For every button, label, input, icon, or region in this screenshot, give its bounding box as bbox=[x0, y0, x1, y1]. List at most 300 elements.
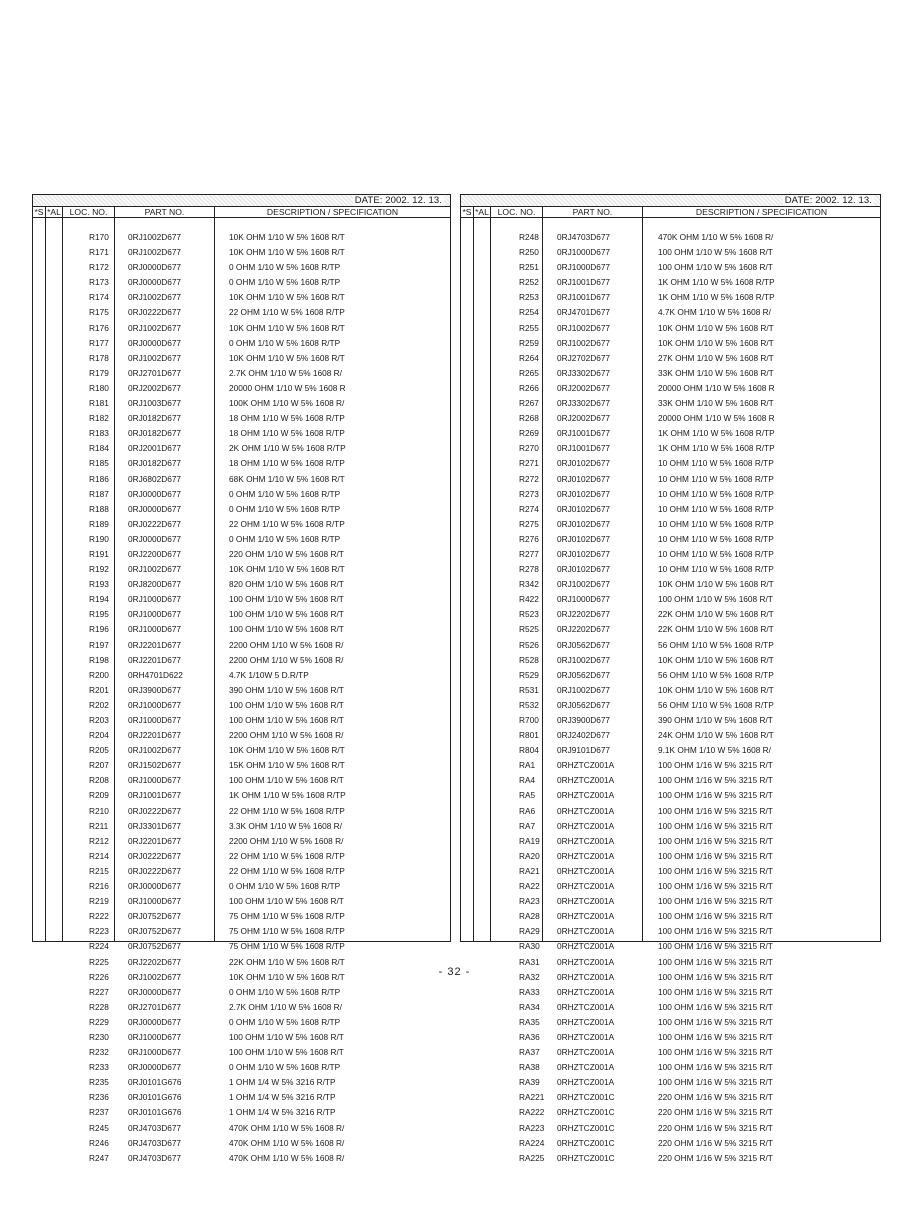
loc-no-cell: R250 bbox=[519, 247, 539, 258]
part-no-cell: 0RJ0562D677 bbox=[557, 669, 611, 680]
description-cell: 100 OHM 1/16 W 5% 3215 R/T bbox=[658, 941, 773, 952]
loc-no-cell: RA5 bbox=[519, 790, 536, 801]
loc-no-cell: R222 bbox=[89, 911, 109, 922]
description-cell: 2200 OHM 1/10 W 5% 1608 R/ bbox=[229, 654, 344, 665]
table-row bbox=[33, 849, 450, 864]
loc-no-cell: R219 bbox=[89, 896, 109, 907]
description-cell: 390 OHM 1/10 W 5% 1608 R/T bbox=[229, 684, 344, 695]
loc-no-cell: R804 bbox=[519, 745, 539, 756]
table-row bbox=[33, 1015, 450, 1030]
table-row bbox=[33, 743, 450, 758]
table-row bbox=[33, 985, 450, 1000]
part-no-cell: 0RJ2200D677 bbox=[128, 548, 182, 559]
table-row bbox=[461, 849, 880, 864]
loc-no-cell: R216 bbox=[89, 881, 109, 892]
part-no-cell: 0RHZTCZ001A bbox=[557, 926, 615, 937]
part-no-cell: 0RJ1002D677 bbox=[128, 564, 182, 575]
part-no-cell: 0RJ0222D677 bbox=[128, 850, 182, 861]
description-cell: 0 OHM 1/10 W 5% 1608 R/TP bbox=[229, 533, 341, 544]
part-no-cell: 0RJ2202D677 bbox=[128, 956, 182, 967]
description-cell: 1K OHM 1/10 W 5% 1608 R/TP bbox=[658, 292, 775, 303]
loc-no-cell: R248 bbox=[519, 232, 539, 242]
description-cell: 0 OHM 1/10 W 5% 1608 R/TP bbox=[229, 1016, 341, 1027]
part-no-cell: 0RJ0182D677 bbox=[128, 458, 182, 469]
part-no-cell: 0RJ6802D677 bbox=[128, 473, 182, 484]
table-row bbox=[33, 1045, 450, 1060]
part-no-cell: 0RH4701D622 bbox=[128, 669, 183, 680]
table-row bbox=[33, 909, 450, 924]
table-row bbox=[33, 1030, 450, 1045]
description-cell: 100 OHM 1/10 W 5% 1608 R/T bbox=[658, 262, 773, 273]
table-row bbox=[33, 1075, 450, 1090]
description-cell: 100 OHM 1/10 W 5% 1608 R/T bbox=[229, 594, 344, 605]
part-no-cell: 0RJ1002D677 bbox=[557, 322, 611, 333]
part-no-cell: 0RHZTCZ001A bbox=[557, 986, 615, 997]
table-row bbox=[33, 487, 450, 502]
table-row bbox=[461, 909, 880, 924]
table-row bbox=[33, 728, 450, 743]
part-no-cell: 0RJ0752D677 bbox=[128, 926, 182, 937]
loc-no-cell: RA23 bbox=[519, 896, 540, 907]
header-rule bbox=[33, 217, 450, 218]
loc-no-cell: R195 bbox=[89, 609, 109, 620]
description-cell: 10K OHM 1/10 W 5% 1608 R/T bbox=[658, 322, 774, 333]
table-body bbox=[461, 230, 880, 1166]
table-row bbox=[461, 1060, 880, 1075]
part-no-cell: 0RJ4701D677 bbox=[557, 307, 611, 318]
description-cell: 0 OHM 1/10 W 5% 1608 R/TP bbox=[229, 277, 341, 288]
part-no-cell: 0RJ2001D677 bbox=[128, 443, 182, 454]
loc-no-cell: R235 bbox=[89, 1077, 109, 1088]
loc-no-cell: RA34 bbox=[519, 1001, 540, 1012]
loc-no-cell: RA33 bbox=[519, 986, 540, 997]
description-cell: 100 OHM 1/10 W 5% 1608 R/T bbox=[229, 624, 344, 635]
description-cell: 15K OHM 1/10 W 5% 1608 R/T bbox=[229, 760, 345, 771]
description-cell: 22 OHM 1/10 W 5% 1608 R/TP bbox=[229, 307, 345, 318]
table-row bbox=[461, 1015, 880, 1030]
loc-no-cell: R531 bbox=[519, 684, 539, 695]
description-cell: 9.1K OHM 1/10 W 5% 1608 R/ bbox=[658, 745, 771, 756]
description-cell: 0 OHM 1/10 W 5% 1608 R/TP bbox=[229, 1062, 341, 1073]
description-cell: 100 OHM 1/10 W 5% 1608 R/T bbox=[658, 247, 773, 258]
table-row bbox=[33, 517, 450, 532]
part-no-cell: 0RJ1003D677 bbox=[128, 398, 182, 409]
header-s: *S bbox=[462, 207, 472, 217]
description-cell: 10 OHM 1/10 W 5% 1608 R/TP bbox=[658, 548, 774, 559]
loc-no-cell: RA39 bbox=[519, 1077, 540, 1088]
description-cell: 100 OHM 1/10 W 5% 1608 R/T bbox=[229, 775, 344, 786]
part-no-cell: 0RJ1001D677 bbox=[557, 277, 611, 288]
description-cell: 470K OHM 1/10 W 5% 1608 R/ bbox=[229, 1122, 345, 1133]
description-cell: 22K OHM 1/10 W 5% 1608 R/T bbox=[658, 609, 774, 620]
description-cell: 33K OHM 1/10 W 5% 1608 R/T bbox=[658, 398, 774, 409]
table-row bbox=[461, 713, 880, 728]
table-row bbox=[33, 1136, 450, 1151]
loc-no-cell: R191 bbox=[89, 548, 109, 559]
description-cell: 10 OHM 1/10 W 5% 1608 R/TP bbox=[658, 473, 774, 484]
table-row bbox=[461, 562, 880, 577]
loc-no-cell: R254 bbox=[519, 307, 539, 318]
loc-no-cell: R184 bbox=[89, 443, 109, 454]
loc-no-cell: R223 bbox=[89, 926, 109, 937]
loc-no-cell: R203 bbox=[89, 715, 109, 725]
part-no-cell: 0RJ1001D677 bbox=[557, 292, 611, 303]
loc-no-cell: R230 bbox=[89, 1031, 109, 1042]
loc-no-cell: R277 bbox=[519, 548, 539, 559]
part-no-cell: 0RJ1000D677 bbox=[128, 715, 182, 725]
loc-no-cell: RA20 bbox=[519, 850, 540, 861]
description-cell: 10K OHM 1/10 W 5% 1608 R/T bbox=[229, 745, 345, 756]
part-no-cell: 0RJ2701D677 bbox=[128, 1001, 182, 1012]
table-row bbox=[461, 1151, 880, 1166]
description-cell: 18 OHM 1/10 W 5% 1608 R/TP bbox=[229, 458, 345, 469]
part-no-cell: 0RJ2201D677 bbox=[128, 654, 182, 665]
loc-no-cell: R192 bbox=[89, 564, 109, 575]
part-no-cell: 0RHZTCZ001C bbox=[557, 1107, 615, 1118]
part-no-cell: 0RJ2701D677 bbox=[128, 367, 182, 378]
table-row bbox=[33, 864, 450, 879]
loc-no-cell: RA38 bbox=[519, 1062, 540, 1073]
header-part-no: PART NO. bbox=[572, 207, 613, 217]
table-row bbox=[461, 366, 880, 381]
loc-no-cell: RA28 bbox=[519, 911, 540, 922]
table-row bbox=[461, 472, 880, 487]
part-no-cell: 0RJ1002D677 bbox=[557, 684, 611, 695]
description-cell: 22 OHM 1/10 W 5% 1608 R/TP bbox=[229, 865, 345, 876]
description-cell: 100 OHM 1/16 W 5% 3215 R/T bbox=[658, 775, 773, 786]
loc-no-cell: R207 bbox=[89, 760, 109, 771]
table-row bbox=[33, 638, 450, 653]
loc-no-cell: RA1 bbox=[519, 760, 536, 771]
header-description: DESCRIPTION / SPECIFICATION bbox=[266, 207, 399, 217]
part-no-cell: 0RJ2201D677 bbox=[128, 730, 182, 741]
loc-no-cell: R342 bbox=[519, 579, 539, 590]
part-no-cell: 0RJ0102D677 bbox=[557, 488, 611, 499]
loc-no-cell: R236 bbox=[89, 1092, 109, 1103]
description-cell: 1 OHM 1/4 W 5% 3216 R/TP bbox=[229, 1077, 336, 1088]
description-cell: 22 OHM 1/10 W 5% 1608 R/TP bbox=[229, 518, 345, 529]
part-no-cell: 0RHZTCZ001A bbox=[557, 1077, 615, 1088]
parts-table-left bbox=[32, 194, 451, 1163]
part-no-cell: 0RJ0000D677 bbox=[128, 488, 182, 499]
description-cell: 2K OHM 1/10 W 5% 1608 R/TP bbox=[229, 443, 346, 454]
loc-no-cell: R174 bbox=[89, 292, 109, 303]
description-cell: 10K OHM 1/10 W 5% 1608 R/T bbox=[658, 684, 774, 695]
part-no-cell: 0RJ3302D677 bbox=[557, 367, 611, 378]
part-no-cell: 0RHZTCZ001A bbox=[557, 850, 615, 861]
part-no-cell: 0RHZTCZ001A bbox=[557, 911, 615, 922]
part-no-cell: 0RHZTCZ001C bbox=[557, 1092, 615, 1103]
description-cell: 18 OHM 1/10 W 5% 1608 R/TP bbox=[229, 413, 345, 424]
loc-no-cell: R523 bbox=[519, 609, 539, 620]
description-cell: 100 OHM 1/16 W 5% 3215 R/T bbox=[658, 896, 773, 907]
description-cell: 0 OHM 1/10 W 5% 1608 R/TP bbox=[229, 986, 341, 997]
part-no-cell: 0RJ0101G676 bbox=[128, 1107, 182, 1118]
loc-no-cell: R171 bbox=[89, 247, 109, 258]
description-cell: 0 OHM 1/10 W 5% 1608 R/TP bbox=[229, 337, 341, 348]
loc-no-cell: R700 bbox=[519, 715, 539, 725]
table-row bbox=[33, 547, 450, 562]
part-no-cell: 0RHZTCZ001A bbox=[557, 790, 615, 801]
description-cell: 2200 OHM 1/10 W 5% 1608 R/ bbox=[229, 730, 344, 741]
header-s: *S bbox=[34, 207, 44, 217]
part-no-cell: 0RHZTCZ001A bbox=[557, 956, 615, 967]
table-row bbox=[33, 819, 450, 834]
loc-no-cell: R251 bbox=[519, 262, 539, 273]
loc-no-cell: R180 bbox=[89, 382, 109, 393]
table-row bbox=[461, 1105, 880, 1120]
description-cell: 100 OHM 1/16 W 5% 3215 R/T bbox=[658, 986, 773, 997]
description-cell: 1K OHM 1/10 W 5% 1608 R/TP bbox=[229, 790, 346, 801]
table-row bbox=[461, 396, 880, 411]
table-row bbox=[33, 788, 450, 803]
loc-no-cell: R247 bbox=[89, 1152, 109, 1163]
part-no-cell: 0RJ3900D677 bbox=[557, 715, 611, 725]
date-label: DATE: 2002. 12. 13. bbox=[784, 195, 872, 206]
description-cell: 10 OHM 1/10 W 5% 1608 R/TP bbox=[658, 533, 774, 544]
table-row bbox=[461, 230, 880, 245]
table-row bbox=[461, 773, 880, 788]
loc-no-cell: R211 bbox=[89, 820, 109, 831]
loc-no-cell: R255 bbox=[519, 322, 539, 333]
description-cell: 100 OHM 1/10 W 5% 1608 R/T bbox=[229, 1031, 344, 1042]
description-cell: 10K OHM 1/10 W 5% 1608 R/T bbox=[229, 232, 345, 242]
part-no-cell: 0RJ0102D677 bbox=[557, 503, 611, 514]
part-no-cell: 0RJ0102D677 bbox=[557, 458, 611, 469]
table-row bbox=[461, 1030, 880, 1045]
description-cell: 1K OHM 1/10 W 5% 1608 R/TP bbox=[658, 443, 775, 454]
part-no-cell: 0RJ0000D677 bbox=[128, 262, 182, 273]
table-row bbox=[461, 577, 880, 592]
loc-no-cell: RA19 bbox=[519, 835, 540, 846]
table-row bbox=[33, 879, 450, 894]
loc-no-cell: R532 bbox=[519, 699, 539, 710]
part-no-cell: 0RJ0000D677 bbox=[128, 986, 182, 997]
loc-no-cell: RA223 bbox=[519, 1122, 545, 1133]
table-row bbox=[33, 502, 450, 517]
date-bar bbox=[461, 195, 880, 207]
table-row bbox=[461, 517, 880, 532]
loc-no-cell: R186 bbox=[89, 473, 109, 484]
table-row bbox=[461, 1000, 880, 1015]
description-cell: 100K OHM 1/10 W 5% 1608 R/ bbox=[229, 398, 345, 409]
part-no-cell: 0RHZTCZ001C bbox=[557, 1152, 615, 1163]
table-row bbox=[461, 939, 880, 954]
description-cell: 1 OHM 1/4 W 5% 3216 R/TP bbox=[229, 1092, 336, 1103]
part-no-cell: 0RJ2002D677 bbox=[128, 382, 182, 393]
part-no-cell: 0RJ2201D677 bbox=[128, 639, 182, 650]
description-cell: 24K OHM 1/10 W 5% 1608 R/T bbox=[658, 730, 774, 741]
description-cell: 0 OHM 1/10 W 5% 1608 R/TP bbox=[229, 503, 341, 514]
part-no-cell: 0RJ1000D677 bbox=[557, 247, 611, 258]
table-row bbox=[33, 260, 450, 275]
table-row bbox=[461, 864, 880, 879]
table-row bbox=[33, 472, 450, 487]
table-row bbox=[461, 456, 880, 471]
description-cell: 100 OHM 1/16 W 5% 3215 R/T bbox=[658, 911, 773, 922]
loc-no-cell: R526 bbox=[519, 639, 539, 650]
loc-no-cell: R529 bbox=[519, 669, 539, 680]
description-cell: 10K OHM 1/10 W 5% 1608 R/T bbox=[229, 971, 345, 982]
table-row bbox=[461, 321, 880, 336]
description-cell: 100 OHM 1/10 W 5% 1608 R/T bbox=[229, 896, 344, 907]
description-cell: 220 OHM 1/16 W 5% 3215 R/T bbox=[658, 1122, 773, 1133]
description-cell: 100 OHM 1/16 W 5% 3215 R/T bbox=[658, 1031, 773, 1042]
description-cell: 100 OHM 1/16 W 5% 3215 R/T bbox=[658, 1062, 773, 1073]
part-no-cell: 0RJ4703D677 bbox=[128, 1152, 182, 1163]
table-row bbox=[33, 351, 450, 366]
part-no-cell: 0RJ2002D677 bbox=[557, 413, 611, 424]
table-row bbox=[33, 683, 450, 698]
table-row bbox=[33, 804, 450, 819]
description-cell: 100 OHM 1/10 W 5% 1608 R/T bbox=[229, 1047, 344, 1058]
part-no-cell: 0RHZTCZ001A bbox=[557, 775, 615, 786]
part-no-cell: 0RHZTCZ001C bbox=[557, 1137, 615, 1148]
part-no-cell: 0RJ0102D677 bbox=[557, 473, 611, 484]
table-row bbox=[461, 487, 880, 502]
description-cell: 100 OHM 1/16 W 5% 3215 R/T bbox=[658, 1001, 773, 1012]
part-no-cell: 0RJ0102D677 bbox=[557, 518, 611, 529]
table-row bbox=[461, 245, 880, 260]
header-al: *AL bbox=[475, 207, 489, 217]
loc-no-cell: R210 bbox=[89, 805, 109, 816]
loc-no-cell: R170 bbox=[89, 232, 109, 242]
loc-no-cell: R204 bbox=[89, 730, 109, 741]
description-cell: 100 OHM 1/16 W 5% 3215 R/T bbox=[658, 850, 773, 861]
table-row bbox=[461, 502, 880, 517]
description-cell: 470K OHM 1/10 W 5% 1608 R/ bbox=[229, 1137, 345, 1148]
part-no-cell: 0RJ0562D677 bbox=[557, 639, 611, 650]
description-cell: 10K OHM 1/10 W 5% 1608 R/T bbox=[658, 579, 774, 590]
loc-no-cell: R245 bbox=[89, 1122, 109, 1133]
description-cell: 4.7K 1/10W 5 D.R/TP bbox=[229, 669, 309, 680]
loc-no-cell: R178 bbox=[89, 352, 109, 363]
loc-no-cell: R225 bbox=[89, 956, 109, 967]
header-loc-no: LOC. NO. bbox=[497, 207, 536, 217]
description-cell: 20000 OHM 1/10 W 5% 1608 R bbox=[658, 413, 775, 424]
description-cell: 100 OHM 1/16 W 5% 3215 R/T bbox=[658, 881, 773, 892]
loc-no-cell: RA29 bbox=[519, 926, 540, 937]
loc-no-cell: RA22 bbox=[519, 881, 540, 892]
loc-no-cell: R201 bbox=[89, 684, 109, 695]
description-cell: 100 OHM 1/16 W 5% 3215 R/T bbox=[658, 820, 773, 831]
description-cell: 10K OHM 1/10 W 5% 1608 R/T bbox=[229, 292, 345, 303]
table-row bbox=[461, 381, 880, 396]
description-cell: 100 OHM 1/10 W 5% 1608 R/T bbox=[229, 715, 344, 725]
table-row bbox=[461, 1045, 880, 1060]
description-cell: 27K OHM 1/10 W 5% 1608 R/T bbox=[658, 352, 774, 363]
description-cell: 220 OHM 1/16 W 5% 3215 R/T bbox=[658, 1092, 773, 1103]
description-cell: 68K OHM 1/10 W 5% 1608 R/T bbox=[229, 473, 345, 484]
part-no-cell: 0RJ1002D677 bbox=[128, 971, 182, 982]
table-row bbox=[461, 532, 880, 547]
table-row bbox=[461, 638, 880, 653]
table-row bbox=[33, 456, 450, 471]
description-cell: 100 OHM 1/10 W 5% 1608 R/T bbox=[229, 699, 344, 710]
description-cell: 100 OHM 1/16 W 5% 3215 R/T bbox=[658, 805, 773, 816]
description-cell: 100 OHM 1/10 W 5% 1608 R/T bbox=[229, 609, 344, 620]
header-part-no: PART NO. bbox=[144, 207, 185, 217]
part-no-cell: 0RJ1002D677 bbox=[557, 337, 611, 348]
description-cell: 10K OHM 1/10 W 5% 1608 R/T bbox=[229, 564, 345, 575]
description-cell: 220 OHM 1/16 W 5% 3215 R/T bbox=[658, 1137, 773, 1148]
header-al: *AL bbox=[47, 207, 61, 217]
loc-no-cell: RA36 bbox=[519, 1031, 540, 1042]
part-no-cell: 0RJ0000D677 bbox=[128, 533, 182, 544]
table-row bbox=[33, 668, 450, 683]
loc-no-cell: R197 bbox=[89, 639, 109, 650]
part-no-cell: 0RJ1002D677 bbox=[128, 232, 182, 242]
part-no-cell: 0RJ2202D677 bbox=[557, 609, 611, 620]
table-row bbox=[461, 547, 880, 562]
table-row bbox=[33, 834, 450, 849]
description-cell: 10 OHM 1/10 W 5% 1608 R/TP bbox=[658, 458, 774, 469]
loc-no-cell: R276 bbox=[519, 533, 539, 544]
loc-no-cell: R194 bbox=[89, 594, 109, 605]
table-row bbox=[33, 411, 450, 426]
description-cell: 220 OHM 1/16 W 5% 3215 R/T bbox=[658, 1152, 773, 1163]
table-row bbox=[461, 441, 880, 456]
table-row bbox=[461, 275, 880, 290]
part-no-cell: 0RJ1000D677 bbox=[128, 624, 182, 635]
loc-no-cell: R237 bbox=[89, 1107, 109, 1118]
part-no-cell: 0RJ0101G676 bbox=[128, 1092, 182, 1103]
description-cell: 100 OHM 1/16 W 5% 3215 R/T bbox=[658, 1016, 773, 1027]
part-no-cell: 0RJ1000D677 bbox=[128, 775, 182, 786]
part-no-cell: 0RJ0102D677 bbox=[557, 548, 611, 559]
header-description: DESCRIPTION / SPECIFICATION bbox=[695, 207, 828, 217]
description-cell: 10 OHM 1/10 W 5% 1608 R/TP bbox=[658, 564, 774, 575]
description-cell: 75 OHM 1/10 W 5% 1608 R/TP bbox=[229, 926, 345, 937]
description-cell: 220 OHM 1/10 W 5% 1608 R/T bbox=[229, 548, 344, 559]
loc-no-cell: R232 bbox=[89, 1047, 109, 1058]
date-bar bbox=[33, 195, 450, 207]
loc-no-cell: R173 bbox=[89, 277, 109, 288]
loc-no-cell: R229 bbox=[89, 1016, 109, 1027]
description-cell: 2200 OHM 1/10 W 5% 1608 R/ bbox=[229, 639, 344, 650]
part-no-cell: 0RJ1000D677 bbox=[557, 262, 611, 273]
part-no-cell: 0RJ0101G676 bbox=[128, 1077, 182, 1088]
loc-no-cell: R175 bbox=[89, 307, 109, 318]
description-cell: 22 OHM 1/10 W 5% 1608 R/TP bbox=[229, 850, 345, 861]
part-no-cell: 0RJ0222D677 bbox=[128, 518, 182, 529]
loc-no-cell: R528 bbox=[519, 654, 539, 665]
table-row bbox=[33, 592, 450, 607]
part-no-cell: 0RJ1000D677 bbox=[557, 594, 611, 605]
part-no-cell: 0RJ0752D677 bbox=[128, 911, 182, 922]
loc-no-cell: RA31 bbox=[519, 956, 540, 967]
description-cell: 470K OHM 1/10 W 5% 1608 R/ bbox=[658, 232, 774, 242]
table-row bbox=[461, 351, 880, 366]
table-row bbox=[33, 1121, 450, 1136]
part-no-cell: 0RJ1000D677 bbox=[128, 1031, 182, 1042]
table-row bbox=[461, 819, 880, 834]
table-row bbox=[33, 366, 450, 381]
loc-no-cell: R193 bbox=[89, 579, 109, 590]
part-no-cell: 0RJ2201D677 bbox=[128, 835, 182, 846]
table-row bbox=[461, 758, 880, 773]
table-row bbox=[33, 321, 450, 336]
part-no-cell: 0RJ1000D677 bbox=[128, 594, 182, 605]
part-no-cell: 0RJ0000D677 bbox=[128, 337, 182, 348]
table-body bbox=[33, 230, 450, 1166]
table-row bbox=[33, 532, 450, 547]
description-cell: 470K OHM 1/10 W 5% 1608 R/ bbox=[229, 1152, 345, 1163]
table-row bbox=[33, 698, 450, 713]
description-cell: 2.7K OHM 1/10 W 5% 1608 R/ bbox=[229, 367, 342, 378]
description-cell: 56 OHM 1/10 W 5% 1608 R/TP bbox=[658, 669, 774, 680]
loc-no-cell: R212 bbox=[89, 835, 109, 846]
